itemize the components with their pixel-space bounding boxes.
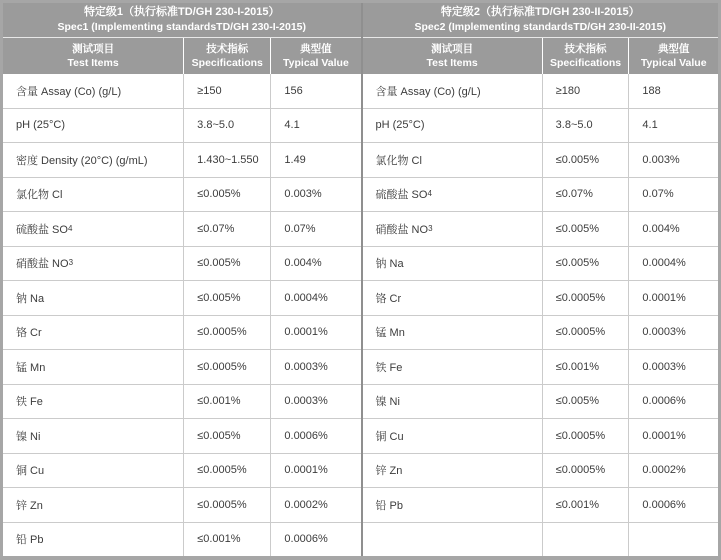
cell-specification: ≤0.005% xyxy=(542,212,629,246)
cell-typical-value: 0.0003% xyxy=(628,350,718,384)
cell-test-item: 氯化物 Cl xyxy=(16,189,63,202)
cell-test-item: 铜 Cu xyxy=(375,430,404,443)
cell-specification: ≤0.005% xyxy=(542,385,629,419)
cell-test-item: 镍 Ni xyxy=(375,396,400,409)
cell-typical-value: 0.0001% xyxy=(628,281,718,315)
cell-specification: ≤0.005% xyxy=(183,281,270,315)
cell-test-item: pH (25°C) xyxy=(16,119,66,132)
cell-typical-value: 0.004% xyxy=(270,247,360,281)
cell-typical-value: 4.1 xyxy=(270,109,360,143)
cell-typical-value: 0.0006% xyxy=(270,419,360,453)
cell-specification: ≤0.0005% xyxy=(542,454,629,488)
cell-test-item: 铬 Cr xyxy=(16,327,42,340)
table-row xyxy=(3,349,361,384)
column-header-specifications xyxy=(542,38,629,74)
cell-test-item: 硫酸盐 SO 4 xyxy=(16,223,73,236)
cell-specification: ≤0.0005% xyxy=(183,350,270,384)
spec2-title-en: Spec2 (Implementing standardsTD/GH 230-II-2015) xyxy=(414,21,666,34)
column-header-specifications-en: Specifications xyxy=(549,57,622,69)
cell-specification xyxy=(542,523,629,557)
cell-typical-value: 0.0001% xyxy=(270,316,360,350)
column-header-test-items-en: Test Items xyxy=(426,57,478,69)
cell-specification: ≤0.07% xyxy=(183,212,270,246)
cell-specification: ≤0.0005% xyxy=(542,419,629,453)
cell-test-item: 铜 Cu xyxy=(16,465,45,478)
column-header-specifications-zh: 技术指标 xyxy=(564,42,607,55)
cell-test-item: 钠 Na xyxy=(16,292,45,305)
table-row xyxy=(363,142,719,177)
spec2-title-zh: 特定级2（执行标准TD/GH 230-II-2015） xyxy=(440,6,640,19)
table-row xyxy=(363,418,719,453)
cell-specification: ≤0.001% xyxy=(542,488,629,522)
table-row xyxy=(3,418,361,453)
column-header-specifications-zh: 技术指标 xyxy=(206,42,249,55)
column-header-test-items-zh: 测试项目 xyxy=(72,42,115,55)
table-row xyxy=(363,384,719,419)
spec2-table xyxy=(361,3,719,556)
column-header-specifications xyxy=(183,38,270,74)
column-header-typical-value-en: Typical Value xyxy=(640,57,707,69)
table-row xyxy=(363,74,719,108)
cell-typical-value: 188 xyxy=(628,74,718,108)
cell-typical-value: 0.0003% xyxy=(270,385,360,419)
cell-test-item: 锌 Zn xyxy=(16,499,43,512)
cell-typical-value: 0.0001% xyxy=(270,454,360,488)
cell-specification: ≤0.0005% xyxy=(183,454,270,488)
cell-specification: ≤0.07% xyxy=(542,178,629,212)
table-row xyxy=(363,108,719,143)
spec1-title-zh: 特定级1（执行标准TD/GH 230-I-2015） xyxy=(83,6,280,19)
column-header-test-items-zh: 测试项目 xyxy=(431,42,474,55)
column-header-test-items-en: Test Items xyxy=(67,57,119,69)
cell-test-item: 硝酸盐 NO 3 xyxy=(375,223,433,236)
table-row xyxy=(363,315,719,350)
cell-specification: 3.8~5.0 xyxy=(183,109,270,143)
cell-test-item: 锰 Mn xyxy=(16,361,46,374)
cell-test-item: 铁 Fe xyxy=(375,361,403,374)
cell-test-item: 镍 Ni xyxy=(16,430,41,443)
cell-typical-value: 0.0004% xyxy=(270,281,360,315)
cell-typical-value: 0.0002% xyxy=(628,454,718,488)
column-header-specifications-en: Specifications xyxy=(191,57,263,69)
cell-test-item: 硝酸盐 NO 3 xyxy=(16,258,74,271)
cell-test-item: 铅 Pb xyxy=(375,499,404,512)
column-header-typical-value-zh: 典型值 xyxy=(300,42,332,55)
cell-test-item: 铁 Fe xyxy=(16,396,43,409)
spec1-table xyxy=(3,3,361,556)
cell-test-item: 铬 Cr xyxy=(375,292,402,305)
column-header-typical-value-en: Typical Value xyxy=(283,57,349,69)
cell-typical-value: 4.1 xyxy=(628,109,718,143)
cell-typical-value: 0.0001% xyxy=(628,419,718,453)
table-row xyxy=(363,177,719,212)
cell-specification: ≤0.001% xyxy=(183,385,270,419)
spec2-title xyxy=(363,3,719,37)
table-row xyxy=(3,142,361,177)
table-row xyxy=(3,177,361,212)
cell-test-item: 钠 Na xyxy=(375,258,404,271)
cell-test-item: 铅 Pb xyxy=(16,534,44,547)
spec2-column-headers xyxy=(363,37,719,74)
table-row xyxy=(3,74,361,108)
cell-typical-value: 0.003% xyxy=(270,178,360,212)
cell-specification: ≤0.005% xyxy=(183,247,270,281)
cell-test-item: 锌 Zn xyxy=(375,465,403,478)
cell-specification: 1.430~1.550 xyxy=(183,143,270,177)
cell-specification: ≤0.001% xyxy=(183,523,270,557)
table-row xyxy=(363,211,719,246)
column-header-typical-value xyxy=(270,38,360,74)
cell-specification: ≤0.0005% xyxy=(183,316,270,350)
cell-specification: ≤0.005% xyxy=(183,178,270,212)
cell-specification: ≤0.001% xyxy=(542,350,629,384)
cell-typical-value: 0.0004% xyxy=(628,247,718,281)
table-row xyxy=(3,246,361,281)
table-row xyxy=(3,211,361,246)
cell-specification: ≤0.0005% xyxy=(542,316,629,350)
table-row xyxy=(3,315,361,350)
cell-typical-value: 0.07% xyxy=(270,212,360,246)
cell-typical-value: 0.004% xyxy=(628,212,718,246)
cell-typical-value: 156 xyxy=(270,74,360,108)
cell-specification: 3.8~5.0 xyxy=(542,109,629,143)
cell-specification: ≥150 xyxy=(183,74,270,108)
cell-specification: ≤0.0005% xyxy=(183,488,270,522)
cell-test-item: 硫酸盐 SO 4 xyxy=(375,189,432,202)
table-row xyxy=(363,522,719,557)
cell-test-item: 含量 Assay (Co) (g/L) xyxy=(16,85,122,98)
cell-test-item: 含量 Assay (Co) (g/L) xyxy=(375,85,481,98)
cell-specification: ≤0.005% xyxy=(542,143,629,177)
cell-typical-value xyxy=(628,523,718,557)
column-header-typical-value-zh: 典型值 xyxy=(657,42,690,55)
column-header-test-items xyxy=(3,38,183,74)
cell-typical-value: 0.0006% xyxy=(270,523,360,557)
cell-specification: ≥180 xyxy=(542,74,629,108)
table-row xyxy=(3,108,361,143)
cell-typical-value: 0.0006% xyxy=(628,488,718,522)
table-row xyxy=(363,487,719,522)
cell-test-item: 密度 Density (20°C) (g/mL) xyxy=(16,154,148,167)
table-row xyxy=(363,349,719,384)
table-row xyxy=(3,384,361,419)
cell-typical-value: 0.0003% xyxy=(270,350,360,384)
spec1-title-en: Spec1 (Implementing standardsTD/GH 230-I-2015) xyxy=(57,21,307,34)
cell-typical-value: 0.0003% xyxy=(628,316,718,350)
cell-specification: ≤0.0005% xyxy=(542,281,629,315)
table-row xyxy=(3,487,361,522)
cell-test-item: 氯化物 Cl xyxy=(375,154,422,167)
cell-test-item: pH (25°C) xyxy=(375,119,425,132)
column-header-test-items xyxy=(363,38,542,74)
spec1-rows xyxy=(3,74,361,556)
cell-typical-value: 1.49 xyxy=(270,143,360,177)
cell-typical-value: 0.003% xyxy=(628,143,718,177)
cell-typical-value: 0.0002% xyxy=(270,488,360,522)
table-row xyxy=(3,280,361,315)
cell-specification: ≤0.005% xyxy=(542,247,629,281)
cell-typical-value: 0.07% xyxy=(628,178,718,212)
cell-typical-value: 0.0006% xyxy=(628,385,718,419)
spec2-rows xyxy=(363,74,719,556)
cell-test-item xyxy=(363,523,542,557)
cell-test-item: 锰 Mn xyxy=(375,327,405,340)
table-row xyxy=(363,246,719,281)
column-header-typical-value xyxy=(628,38,718,74)
spec1-title xyxy=(3,3,361,37)
table-row xyxy=(3,453,361,488)
spec1-column-headers xyxy=(3,37,361,74)
table-row xyxy=(3,522,361,557)
table-row xyxy=(363,280,719,315)
cell-specification: ≤0.005% xyxy=(183,419,270,453)
table-row xyxy=(363,453,719,488)
